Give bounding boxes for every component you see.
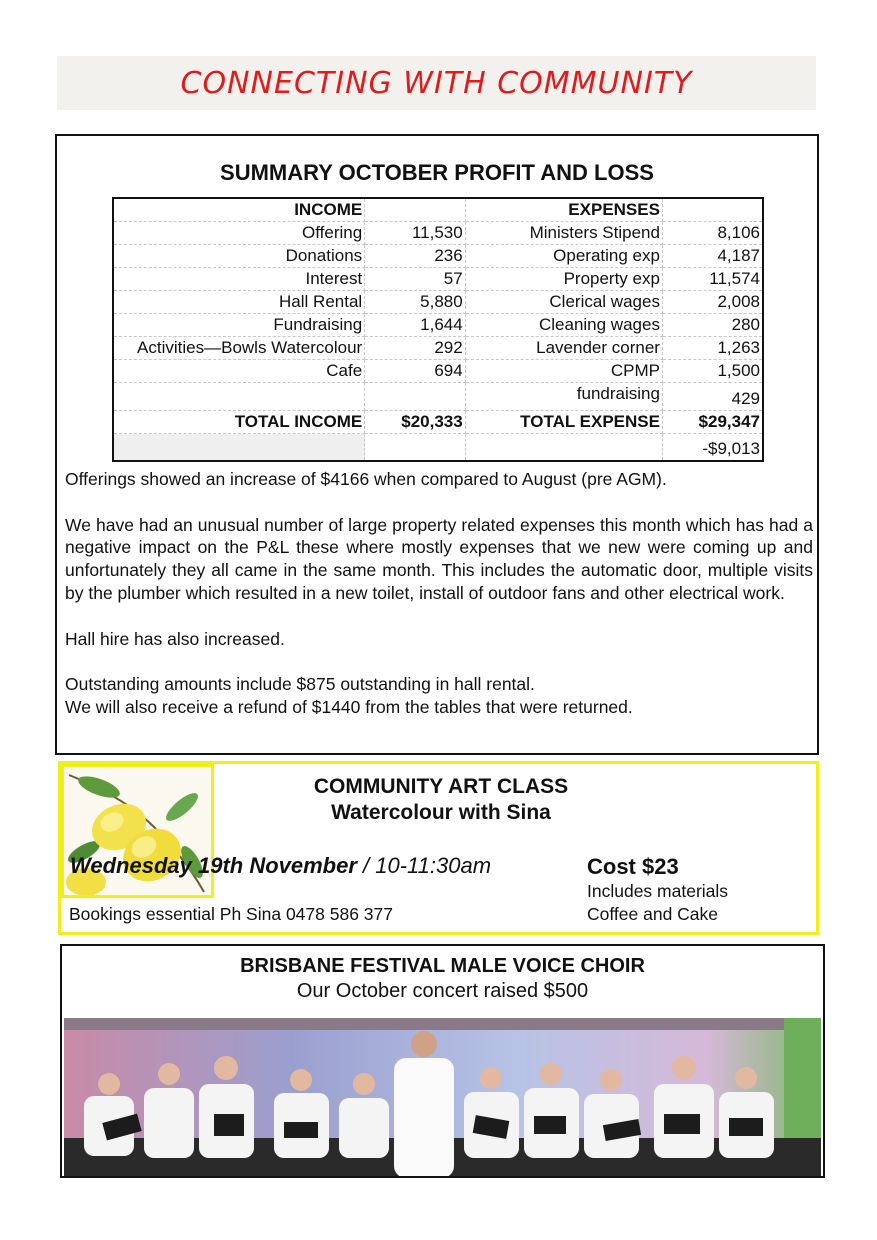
choir-title: BRISBANE FESTIVAL MALE VOICE CHOIR — [240, 955, 645, 977]
income-label: Fundraising — [113, 314, 365, 337]
expense-label: Operating exp — [465, 245, 662, 268]
profit-loss-notes — [65, 468, 813, 719]
art-class-title: COMMUNITY ART CLASS Watercolour with Sina — [261, 774, 621, 826]
expense-label: Ministers Stipend — [465, 222, 662, 245]
income-value — [365, 383, 466, 411]
income-label — [113, 383, 365, 411]
art-class-subtitle: Watercolour with Sina — [331, 801, 551, 824]
income-label: Interest — [113, 268, 365, 291]
income-value: 5,880 — [365, 291, 466, 314]
art-class-extras: Coffee and Cake — [587, 904, 719, 924]
table-row — [113, 314, 763, 337]
income-header: INCOME — [113, 198, 365, 222]
profit-loss-table — [112, 197, 764, 462]
profit-loss-section — [55, 134, 819, 755]
header-banner — [57, 56, 816, 110]
total-expense-value: $29,347 — [662, 411, 763, 434]
income-label: Hall Rental — [113, 291, 365, 314]
net-result-value: -$9,013 — [702, 438, 760, 458]
net-row — [113, 434, 763, 461]
page-title: CONNECTING WITH COMMUNITY — [180, 65, 693, 101]
total-income-value: $20,333 — [365, 411, 466, 434]
expense-value: 11,574 — [662, 268, 763, 291]
income-value: 11,530 — [365, 222, 466, 245]
profit-loss-title: SUMMARY OCTOBER PROFIT AND LOSS — [220, 160, 654, 185]
income-label: Activities—Bowls Watercolour — [113, 337, 365, 360]
choir-photo — [64, 1018, 821, 1178]
table-row — [113, 383, 763, 411]
expense-value: 1,263 — [662, 337, 763, 360]
income-value: 236 — [365, 245, 466, 268]
income-label: Cafe — [113, 360, 365, 383]
table-row — [113, 222, 763, 245]
expenses-header: EXPENSES — [465, 198, 662, 222]
expense-value: 429 — [662, 383, 763, 411]
choir-subtitle: Our October concert raised $500 — [296, 980, 589, 1002]
expense-value: 280 — [662, 314, 763, 337]
choir-section — [60, 944, 825, 1178]
expense-value: 4,187 — [662, 245, 763, 268]
income-value: 1,644 — [365, 314, 466, 337]
table-header-row — [113, 198, 763, 222]
total-income-label: TOTAL INCOME — [113, 411, 365, 434]
art-class-includes: Includes materials — [587, 881, 729, 901]
income-label: Offering — [113, 222, 365, 245]
expense-value: 2,008 — [662, 291, 763, 314]
income-value: 57 — [365, 268, 466, 291]
table-row — [113, 268, 763, 291]
property-note: We have had an unusual number of large property related expenses this month which has had a negative impact on the P&L these where mostly expenses that we new were coming up and unfortunately they all came in the same month. This includes the automatic door, multiple visits by the plumber which resulted in a new toilet, install of outdoor fans and other electrical work. — [65, 514, 813, 603]
income-label: Donations — [113, 245, 365, 268]
art-class-bookings: Bookings essential Ph Sina 0478 586 377 — [69, 904, 393, 924]
outstanding-note: Outstanding amounts include $875 outstanding in hall rental. — [65, 674, 535, 695]
art-class-date — [70, 853, 491, 879]
art-class-time: / 10-11:30am — [356, 853, 492, 878]
art-class-day: Wednesday 19th November — [70, 853, 357, 878]
expense-value: 1,500 — [662, 360, 763, 383]
art-class-section — [58, 761, 819, 935]
income-value: 292 — [365, 337, 466, 360]
expense-label: CPMP — [465, 360, 662, 383]
expense-label: Clerical wages — [465, 291, 662, 314]
offerings-note: Offerings showed an increase of $4166 when compared to August (pre AGM). — [65, 469, 667, 489]
total-row — [113, 411, 763, 434]
expense-label: Cleaning wages — [465, 314, 662, 337]
hall-hire-note: Hall hire has also increased. — [65, 628, 285, 649]
table-row — [113, 360, 763, 383]
refund-note: We will also receive a refund of $1440 from the tables that were returned. — [65, 696, 633, 717]
expense-label: fundraising — [465, 383, 662, 411]
total-expense-label: TOTAL EXPENSE — [465, 411, 662, 434]
income-value: 694 — [365, 360, 466, 383]
expense-label: Property exp — [465, 268, 662, 291]
art-class-cost: Cost $23 — [587, 854, 679, 879]
expense-label: Lavender corner — [465, 337, 662, 360]
expense-value: 8,106 — [662, 222, 763, 245]
table-row — [113, 291, 763, 314]
table-row — [113, 245, 763, 268]
table-row — [113, 337, 763, 360]
